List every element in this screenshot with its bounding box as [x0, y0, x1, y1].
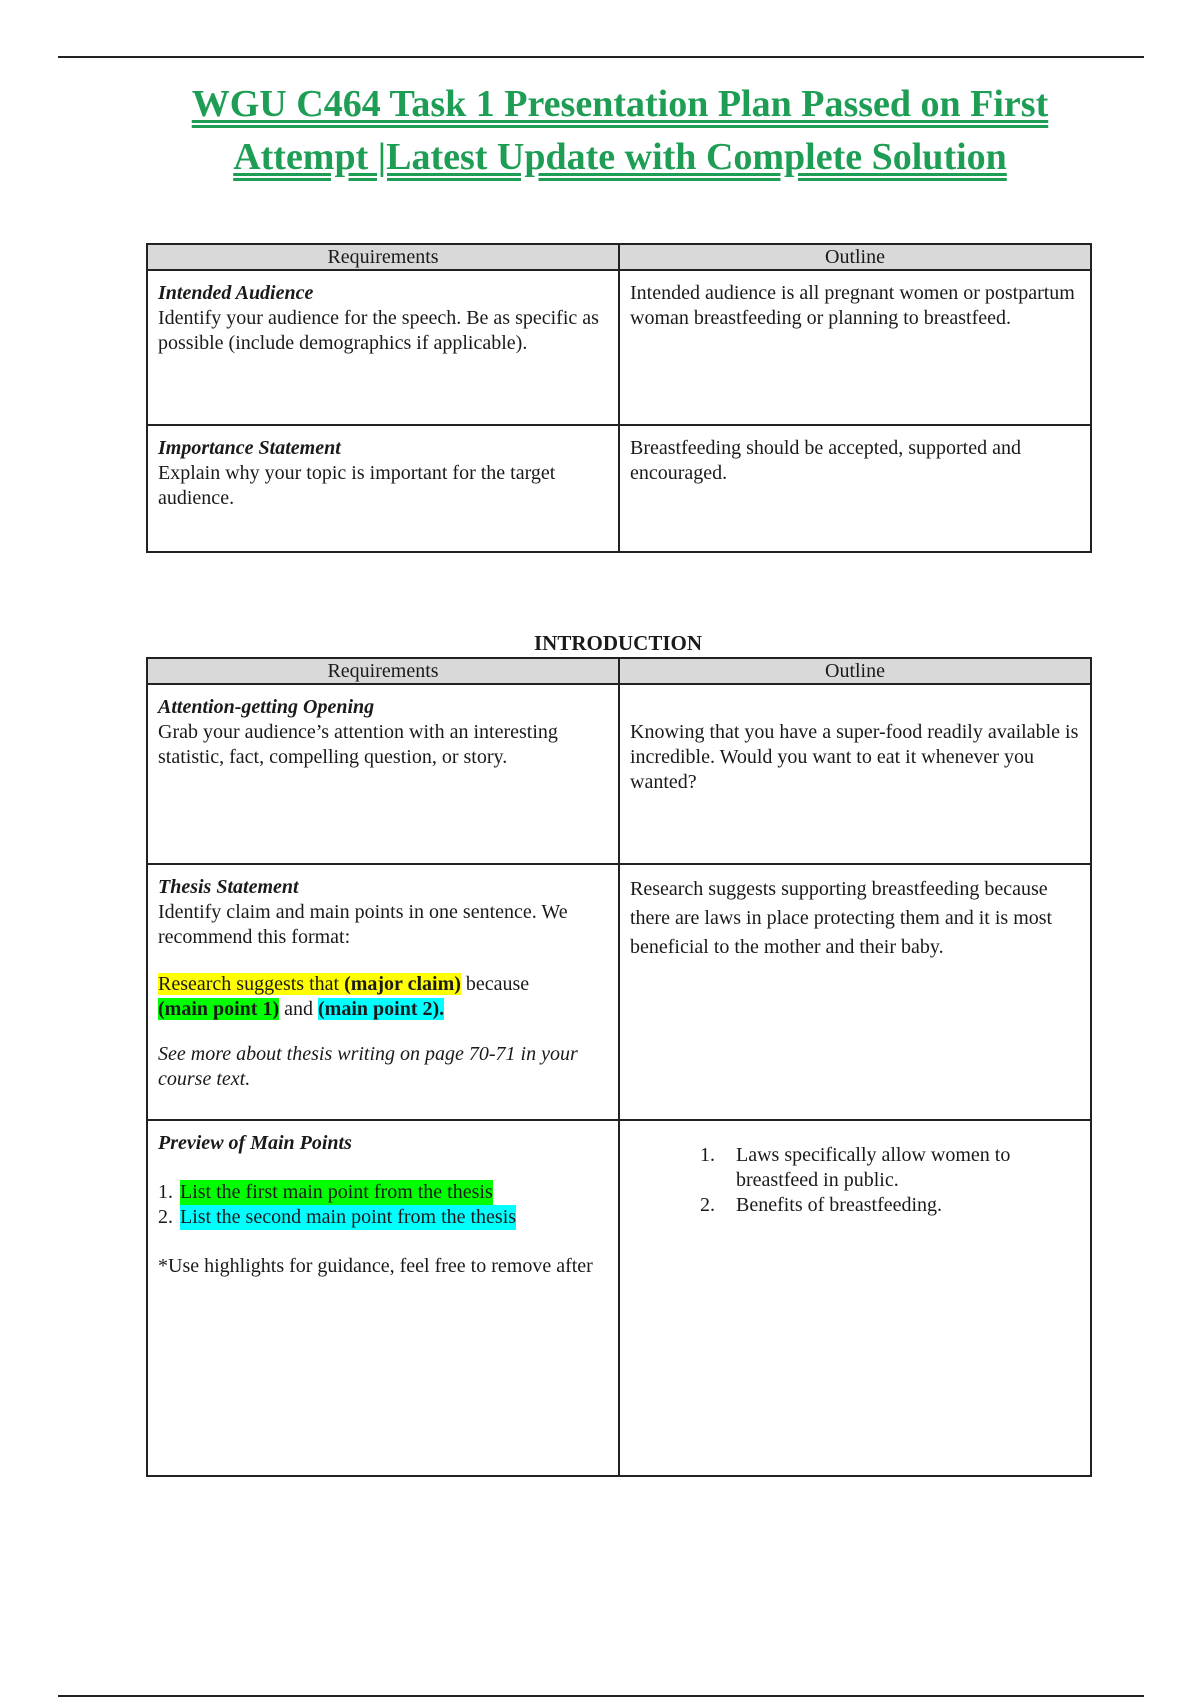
outline-cell	[619, 270, 1091, 425]
list-item: 2. List the second main point from the thesis	[158, 1206, 517, 1228]
list-item: 1. List the first main point from the thesis	[158, 1181, 493, 1203]
table-row	[147, 425, 1091, 552]
outline-header: Outline	[619, 244, 1091, 270]
guide-point-1: List the first main point from the thesis	[180, 1181, 493, 1203]
outline-text: Breastfeeding should be accepted, supported and encouraged.	[630, 437, 1021, 484]
format-and: and	[279, 998, 319, 1020]
outline-cell	[619, 1120, 1091, 1476]
outline-point-2: Benefits of breastfeeding.	[736, 1194, 943, 1216]
preview-note: *Use highlights for guidance, feel free to remove after	[158, 1255, 593, 1277]
requirement-text: Identify your audience for the speech. Be as specific as possible (include demographics if applicable).	[158, 307, 599, 354]
title-line-1: WGU C464 Task 1 Presentation Plan Passed on First	[191, 83, 1049, 125]
outline-cell	[619, 864, 1091, 1120]
requirement-text: Explain why your topic is important for the target audience.	[158, 462, 556, 509]
requirement-title: Importance Statement	[158, 437, 341, 459]
outline-text: Intended audience is all pregnant women or postpartum woman breastfeeding or planning to breastfeed.	[630, 282, 1075, 329]
table-row	[147, 1120, 1091, 1476]
section-heading: INTRODUCTION	[533, 631, 703, 655]
outline-point-1: Laws specifically allow women to breastfeed in public.	[736, 1144, 1011, 1191]
list-item: 1. Laws specifically allow women to breastfeed in public.	[700, 1143, 1080, 1193]
outline-text: Knowing that you have a super-food readily available is incredible. Would you want to eat it whenever you wanted?	[630, 721, 1079, 793]
requirement-title: Attention-getting Opening	[158, 696, 375, 718]
major-claim: (major claim)	[344, 973, 461, 995]
requirement-cell	[147, 270, 619, 425]
requirement-cell	[147, 1120, 619, 1476]
format-because: because	[460, 973, 530, 995]
requirement-title: Thesis Statement	[158, 876, 299, 898]
guide-point-2: List the second main point from the thesis	[180, 1206, 517, 1228]
title-line-2: Attempt |Latest Update with Complete Solution	[233, 136, 1007, 178]
table-row	[147, 864, 1091, 1120]
requirement-cell	[147, 684, 619, 864]
table-row	[147, 684, 1091, 864]
outline-header: Outline	[619, 658, 1091, 684]
main-point-2: (main point 2).	[318, 998, 445, 1020]
document-title	[100, 78, 1140, 184]
requirement-title: Preview of Main Points	[158, 1132, 352, 1154]
thesis-note: See more about thesis writing on page 70-71 in your course text.	[158, 1043, 578, 1090]
audience-table	[146, 243, 1092, 553]
requirements-header: Requirements	[147, 244, 619, 270]
preview-guide-list	[158, 1180, 608, 1230]
top-rule	[58, 56, 1144, 58]
introduction-table	[146, 657, 1092, 1477]
requirements-header: Requirements	[147, 658, 619, 684]
outline-text: Research suggests supporting breastfeeding because there are laws in place protecting them and it is most beneficial to the mother and their baby.	[630, 878, 1053, 958]
requirement-text: Identify claim and main points in one sentence. We recommend this format:	[158, 901, 568, 948]
main-point-1: (main point 1)	[158, 998, 280, 1020]
list-item: 2. Benefits of breastfeeding.	[700, 1194, 943, 1216]
table-row	[147, 270, 1091, 425]
requirement-title: Intended Audience	[158, 282, 314, 304]
requirement-cell	[147, 864, 619, 1120]
requirement-text: Grab your audience’s attention with an interesting statistic, fact, compelling question, or story.	[158, 721, 558, 768]
bottom-rule	[58, 1695, 1144, 1697]
outline-cell	[619, 684, 1091, 864]
requirement-cell	[147, 425, 619, 552]
thesis-format	[158, 972, 608, 1022]
preview-outline-list	[630, 1143, 1080, 1218]
outline-cell	[619, 425, 1091, 552]
format-prefix: Research suggests that	[158, 973, 345, 995]
